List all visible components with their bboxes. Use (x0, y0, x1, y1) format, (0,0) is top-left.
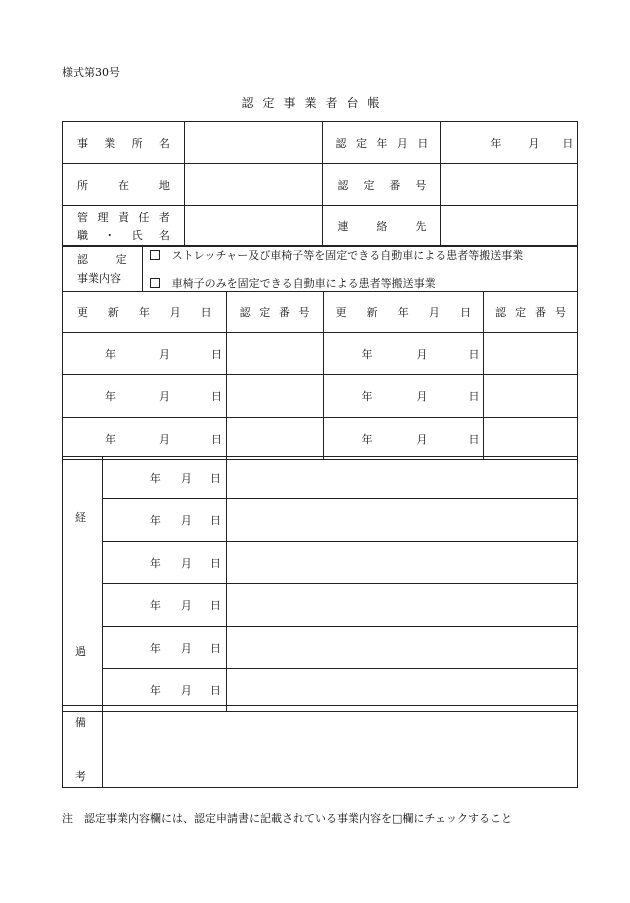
renewal-date-field[interactable]: 年 月 日 (63, 418, 227, 460)
history-row (63, 542, 578, 584)
cert-number-field[interactable] (441, 164, 578, 206)
renewal-row (63, 418, 578, 460)
business-content-label: 認 定 事業内容 (63, 246, 143, 292)
address-label: 所 在 地 (63, 164, 185, 206)
history-entry-field[interactable] (226, 627, 577, 669)
renewal-number-field[interactable] (226, 418, 323, 460)
basic-info-table (62, 121, 578, 247)
renewal-number-field[interactable] (484, 333, 578, 375)
cert-date-field[interactable]: 年 月 日 (441, 122, 578, 164)
history-entry-field[interactable] (226, 542, 577, 584)
cert-date-label: 認 定 年 月 日 (323, 122, 441, 164)
address-field[interactable] (184, 164, 323, 206)
remarks-label: 備 考 (63, 706, 103, 788)
remarks-field[interactable] (102, 706, 577, 788)
renewal-row (63, 333, 578, 375)
manager-field[interactable] (184, 206, 323, 247)
history-entry-field[interactable] (226, 457, 577, 499)
renewal-row (63, 375, 578, 418)
renewal-number-field[interactable] (226, 333, 323, 375)
renewal-number-field[interactable] (484, 418, 578, 460)
renewal-date-field[interactable]: 年 月 日 (63, 333, 227, 375)
form-number: 様式第30号 (62, 66, 120, 79)
renewal-number-header: 認 定 番 号 (226, 292, 323, 333)
history-date-field[interactable]: 年 月 日 (102, 584, 226, 627)
history-date-field[interactable]: 年 月 日 (102, 669, 226, 712)
history-row (63, 457, 578, 499)
office-name-field[interactable] (184, 122, 323, 164)
renewal-number-field[interactable] (484, 375, 578, 418)
checkbox[interactable] (150, 250, 160, 260)
history-table (62, 456, 578, 712)
cert-number-label: 認 定 番 号 (323, 164, 441, 206)
history-row (63, 499, 578, 542)
business-content-options (142, 246, 577, 292)
renewal-date-field[interactable]: 年 月 日 (323, 418, 484, 460)
history-row (63, 627, 578, 669)
renewal-date-field[interactable]: 年 月 日 (63, 375, 227, 418)
checkbox[interactable] (150, 278, 160, 288)
history-entry-field[interactable] (226, 499, 577, 542)
history-label: 経 過 (63, 457, 103, 712)
renewal-date-header: 更 新 年 月 日 (323, 292, 484, 333)
option-stretcher[interactable]: ストレッチャー及び車椅子等を固定できる自動車による患者等搬送事業 (143, 247, 577, 263)
renewal-number-header: 認 定 番 号 (484, 292, 578, 333)
renewal-date-field[interactable]: 年 月 日 (323, 375, 484, 418)
option-wheelchair-only[interactable]: 車椅子のみを固定できる自動車による患者等搬送事業 (143, 275, 577, 291)
contact-label: 連 絡 先 (323, 206, 441, 247)
office-name-label: 事 業 所 名 (63, 122, 185, 164)
renewal-date-field[interactable]: 年 月 日 (323, 333, 484, 375)
renewal-date-header: 更 新 年 月 日 (63, 292, 227, 333)
history-date-field[interactable]: 年 月 日 (102, 499, 226, 542)
history-date-field[interactable]: 年 月 日 (102, 457, 226, 499)
manager-label: 管 理 責 任 者 職 ・ 氏 名 (63, 206, 185, 247)
history-date-field[interactable]: 年 月 日 (102, 542, 226, 584)
history-row (63, 584, 578, 627)
footer-note: 注 認定事業内容欄には、認定申請書に記載されている事業内容を□欄にチェックすること (62, 812, 513, 825)
page-title: 認定事業者台帳 (241, 96, 389, 110)
remarks-table (62, 705, 578, 788)
history-entry-field[interactable] (226, 584, 577, 627)
renewal-table (62, 291, 578, 460)
renewal-number-field[interactable] (226, 375, 323, 418)
history-date-field[interactable]: 年 月 日 (102, 627, 226, 669)
contact-field[interactable] (441, 206, 578, 247)
business-content-table (62, 245, 578, 292)
